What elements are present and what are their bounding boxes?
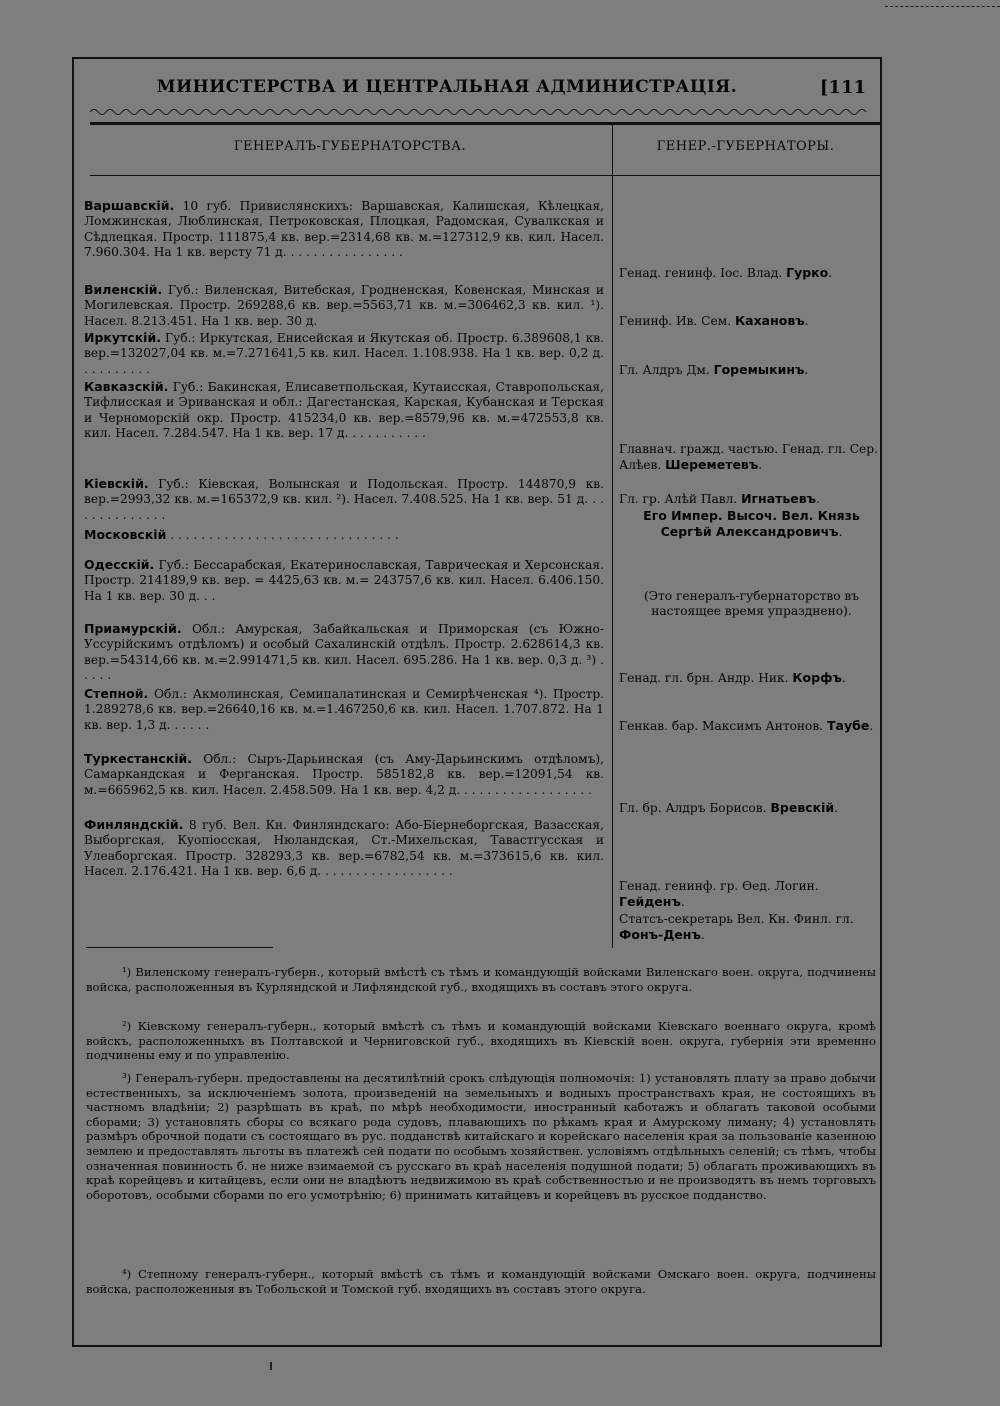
entry-name: Степной. [84, 686, 149, 701]
page-frame [72, 57, 882, 1347]
entry-text: 10 губ. Привислянскихъ: Варшавская, Калишская, Кѣлецкая, Ломжинская, Люблинская, Петроковская, Плоцкая, Радомская, Сувалкская и Сѣдлецкая. Простр. 111875,4 кв. вер.=2314,68 кв. м.=127312,9 кв. кил. Насел. 7.960.304. На 1 кв. версту 71 д. . . . . . . . . . . . . . . . [84, 199, 604, 260]
governor-surname: Гейденъ [619, 894, 681, 910]
column-heading-rule [90, 175, 880, 176]
entry-priamursky [84, 621, 604, 684]
governor-punct: . [828, 266, 833, 280]
governor-irkutsky [619, 362, 884, 378]
entry-odessky [84, 557, 604, 604]
governor-surname: Гурко [786, 265, 829, 280]
entry-text: Губ.: Кіевская, Волынская и Подольская. Простр. 144870,9 кв. вер.=2993,32 кв. м.=165372,9 кв. кил. ²). Насел. 7.408.525. На 1 кв. вер. 51 д. . . . . . . . . . . . . . [84, 477, 604, 522]
entry-name: Приамурскій. [84, 621, 182, 636]
governor-title: Генад. генинф. Іос. Влад. [619, 266, 787, 280]
entry-name: Варшавскій. [84, 198, 175, 213]
column-heading-left: ГЕНЕРАЛЪ-ГУБЕРНАТОРСТВА. [233, 139, 467, 154]
wavy-rule [90, 106, 868, 118]
governor-title: Гл. бр. Алдръ Борисов. [619, 801, 771, 815]
entry-turkestansky [84, 751, 604, 798]
entry-kavkazsky [84, 379, 604, 442]
governor-punct: . [804, 314, 809, 328]
governor-punct: . [680, 895, 685, 910]
entry-name: Финляндскій. [84, 817, 184, 832]
governor-odessky-note [619, 589, 884, 620]
header-thick-rule [90, 122, 880, 125]
governor-surname: Вревскій [770, 800, 835, 815]
entry-kievsky [84, 476, 604, 523]
corner-scan-mark [885, 0, 1000, 7]
governor-title: Главнач. гражд. частью. Генад. гл. Сер. Алѣев. [619, 442, 878, 473]
entry-text: Губ.: Бессарабская, Екатеринославская, Таврическая и Херсонская. Простр. 214189,9 кв. вер. = 4425,63 кв. м.= 243757,6 кв. кил. Насел. 6.406.150. На 1 кв. вер. 30 д. . . [84, 558, 604, 603]
entry-text: Обл.: Акмолинская, Семипалатинская и Семирѣченская ⁴). Простр. 1.289278,6 кв. вер.=26640,16 кв. м.=1.467250,6 кв. кил. Насел. 1.707.872. На 1 кв. вер. 1,3 д. . . . . . [84, 687, 604, 732]
footnote-2: ²) Кіевскому генералъ-губерн., который вмѣстѣ съ тѣмъ и командующій войсками Кіевскаго военнаго округа, кромѣ войскъ, расположенныхъ въ Полтавской и Черниговской губ., входящихъ въ Кіевскій воен. округа, губернія эти временно подчинены ему и по управленію. [86, 1019, 876, 1063]
footnote-rule [86, 947, 273, 948]
governor-title: Генад. генинф. гр. Ѳед. Логин. [619, 879, 819, 893]
entry-name: Иркутскій. [84, 330, 161, 345]
governor-title: Генад. гл. брн. Андр. Ник. [619, 671, 793, 685]
bottom-scan-mark [270, 1362, 272, 1370]
entry-text: . . . . . . . . . . . . . . . . . . . . . . . . . . . . . . [166, 528, 399, 542]
governor-punct: . [700, 928, 705, 943]
entry-name: Московскій [84, 527, 167, 542]
governor-title: Генинф. Ив. Сем. [619, 314, 735, 328]
governor-punct: . [816, 492, 820, 506]
governor-surname: Корфъ [792, 670, 842, 685]
entry-finlyandsky [84, 817, 604, 880]
governor-punct: . [838, 525, 843, 540]
entry-name: Кавказскій. [84, 379, 169, 394]
entry-text: Губ.: Бакинская, Елисаветпольская, Кутаисская, Ставропольская, Тифлисская и Эриванская и обл.: Дагестанская, Карская, Кубанская и Терская и Черноморскій окр. Простр. 415234,0 кв. вер.=8579,96 кв. м.=472553,8 кв. кил. Насел. 7.284.547. На 1 кв. вер. 17 д. . . . . . . . . . . [84, 380, 604, 441]
governor-surname: Шереметевъ [665, 457, 759, 473]
footnote-4: ⁴) Степному генералъ-губерн., который вмѣстѣ съ тѣмъ и командующій войсками Омскаго воен. округа, подчинены войска, расположенныя въ Тобольской и Томской губ. входящихъ въ составъ этого округа. [86, 1267, 876, 1296]
column-divider [612, 125, 613, 948]
governor-surname: Горемыкинъ [713, 362, 805, 377]
entry-text: Обл.: Амурская, Забайкальская и Приморская (съ Южно-Уссурійскимъ отдѣломъ) и особый Сахалинскій отдѣлъ. Простр. 2.628614,3 кв. вер.=54314,66 кв. м.=2.991471,5 кв. кил. Насел. 695.286. На 1 кв. вер. 0,3 д. ³) . . . . . [84, 622, 604, 683]
governor-stepnoy [619, 718, 884, 734]
governor-punct: . [841, 671, 846, 685]
entry-name: Виленскій. [84, 282, 163, 297]
entry-text: Губ.: Виленская, Витебская, Гродненская, Ковенская, Минская и Могилевская. Простр. 269288,6 кв. вер.=5563,71 кв. м.=306462,3 кв. кил. ¹). Насел. 8.213.451. На 1 кв. вер. 30 д. [84, 283, 604, 328]
governor-title: Гл. Алдръ Дм. [619, 363, 714, 377]
running-header [74, 77, 880, 105]
governor-title: Генкав. бар. Максимъ Антонов. [619, 719, 827, 733]
abolished-note: (Это генералъ-губернаторство въ настоящее время упразднено). [643, 589, 860, 619]
footnote-3: ³) Генералъ-губерн. предоставлены на десятилѣтній срокъ слѣдующія полномочія: 1) установлять плату за право добычи естественныхъ, за исключеніемъ золота, произведеній на земельныхъ и водныхъ пространствахъ края, не состоящихъ въ частномъ владѣніи; 2) разрѣшать въ краѣ, по мѣрѣ необходимости, иностранный каботажъ и облагать таковой особыми сборами; 3) установлять сборы со всякаго рода судовъ, плавающихъ по рѣкамъ края и Амурскому лиману; 4) установлять размѣръ оброчной подати съ состоящаго въ рус. подданствѣ китайскаго и корейскаго населенія края за пользованіе казенною землею и предоставлять льготы въ платежѣ сей подати по особымъ хозяйствен. условіямъ отдѣльныхъ селеній; съ тѣмъ, чтобы означенная повинность б. не ниже взимаемой съ русскаго въ краѣ населенія подушной подати; 5) облагать проживающихъ въ краѣ корейцевъ и китайцевъ, если они не владѣютъ недвижимою въ краѣ собственностью и не производятъ въ немъ торговыхъ оборотовъ, особыми сборами по его усмотрѣнію; 6) принимать китайцевъ и корейцевъ въ русское подданство. [86, 1071, 876, 1202]
governor-vilensky [619, 313, 884, 329]
governor-surname: Фонъ-Денъ [619, 927, 701, 943]
entry-text: 8 губ. Вел. Кн. Финляндскаго: Або-Біернеборгская, Вазасская, Выборгская, Куопіосская, Нюландская, Ст.-Михельская, Тавастгусская и Улеаборгская. Простр. 328293,3 кв. вер.=6782,54 кв. м.=373615,6 кв. кил. Насел. 2.176.421. На 1 кв. вер. 6,6 д. . . . . . . . . . . . . . . . . . [84, 818, 604, 879]
state-secretary-finland [619, 912, 884, 944]
governor-kavkazsky [619, 442, 884, 474]
entry-name: Одесскій. [84, 557, 155, 572]
header-title: МИНИСТЕРСТВА И ЦЕНТРАЛЬНАЯ АДМИНИСТРАЦІЯ. [156, 77, 738, 97]
governor-turkestansky [619, 800, 884, 816]
entry-text: Обл.: Сыръ-Дарьинская (съ Аму-Дарьинскимъ отдѣломъ), Самаркандская и Ферганская. Простр. 585182,8 кв. вер.=12091,54 кв. м.=665962,5 кв. кил. Насел. 2.458.509. На 1 кв. вер. 4,2 д. . . . . . . . . . . . . . . . . . [84, 752, 604, 797]
entry-irkutsky [84, 330, 604, 377]
entry-name: Кіевскій. [84, 476, 149, 491]
governor-moskovsky [619, 508, 884, 541]
entry-text: Губ.: Иркутская, Енисейская и Якутская об. Простр. 6.389608,1 кв. вер.=132027,04 кв. м.=7.271641,5 кв. кил. Насел. 1.108.938. На 1 кв. вер. 0,2 д. . . . . . . . . . [84, 331, 604, 376]
governor-title: Гл. гр. Алѣй Павл. [619, 492, 742, 506]
governor-punct: . [834, 801, 839, 815]
governor-title: Статсъ-секретарь Вел. Кн. Финл. гл. [619, 912, 854, 926]
governor-priamursky [619, 670, 884, 686]
governor-kievsky [619, 491, 884, 507]
governor-surname: Игнатьевъ [741, 491, 817, 506]
governor-surname: Таубе [826, 718, 870, 733]
entry-moskovsky [84, 527, 604, 543]
governor-punct: . [869, 719, 874, 733]
governor-punct: . [804, 363, 809, 377]
governor-varshavsky [619, 265, 884, 281]
column-heading-right: ГЕНЕР.-ГУБЕРНАТОРЫ. [656, 139, 835, 154]
page-number: [111 [819, 77, 866, 98]
entry-varshavsky [84, 198, 604, 261]
entry-name: Туркестанскій. [84, 751, 192, 766]
footnote-1: ¹) Виленскому генералъ-губерн., который вмѣстѣ съ тѣмъ и командующій войсками Виленскаго воен. округа, подчинены войска, расположенныя въ Курляндской и Лифляндской губ., входящихъ въ составъ этого округа. [86, 965, 876, 994]
governor-finlyandsky [619, 879, 884, 911]
governor-punct: . [758, 458, 763, 473]
governor-surname: Кахановъ [734, 313, 805, 328]
governor-surname: Его Импер. Высоч. Вел. Князь Сергѣй Александровичъ [643, 508, 860, 540]
entry-stepnoy [84, 686, 604, 733]
entry-vilensky [84, 282, 604, 329]
